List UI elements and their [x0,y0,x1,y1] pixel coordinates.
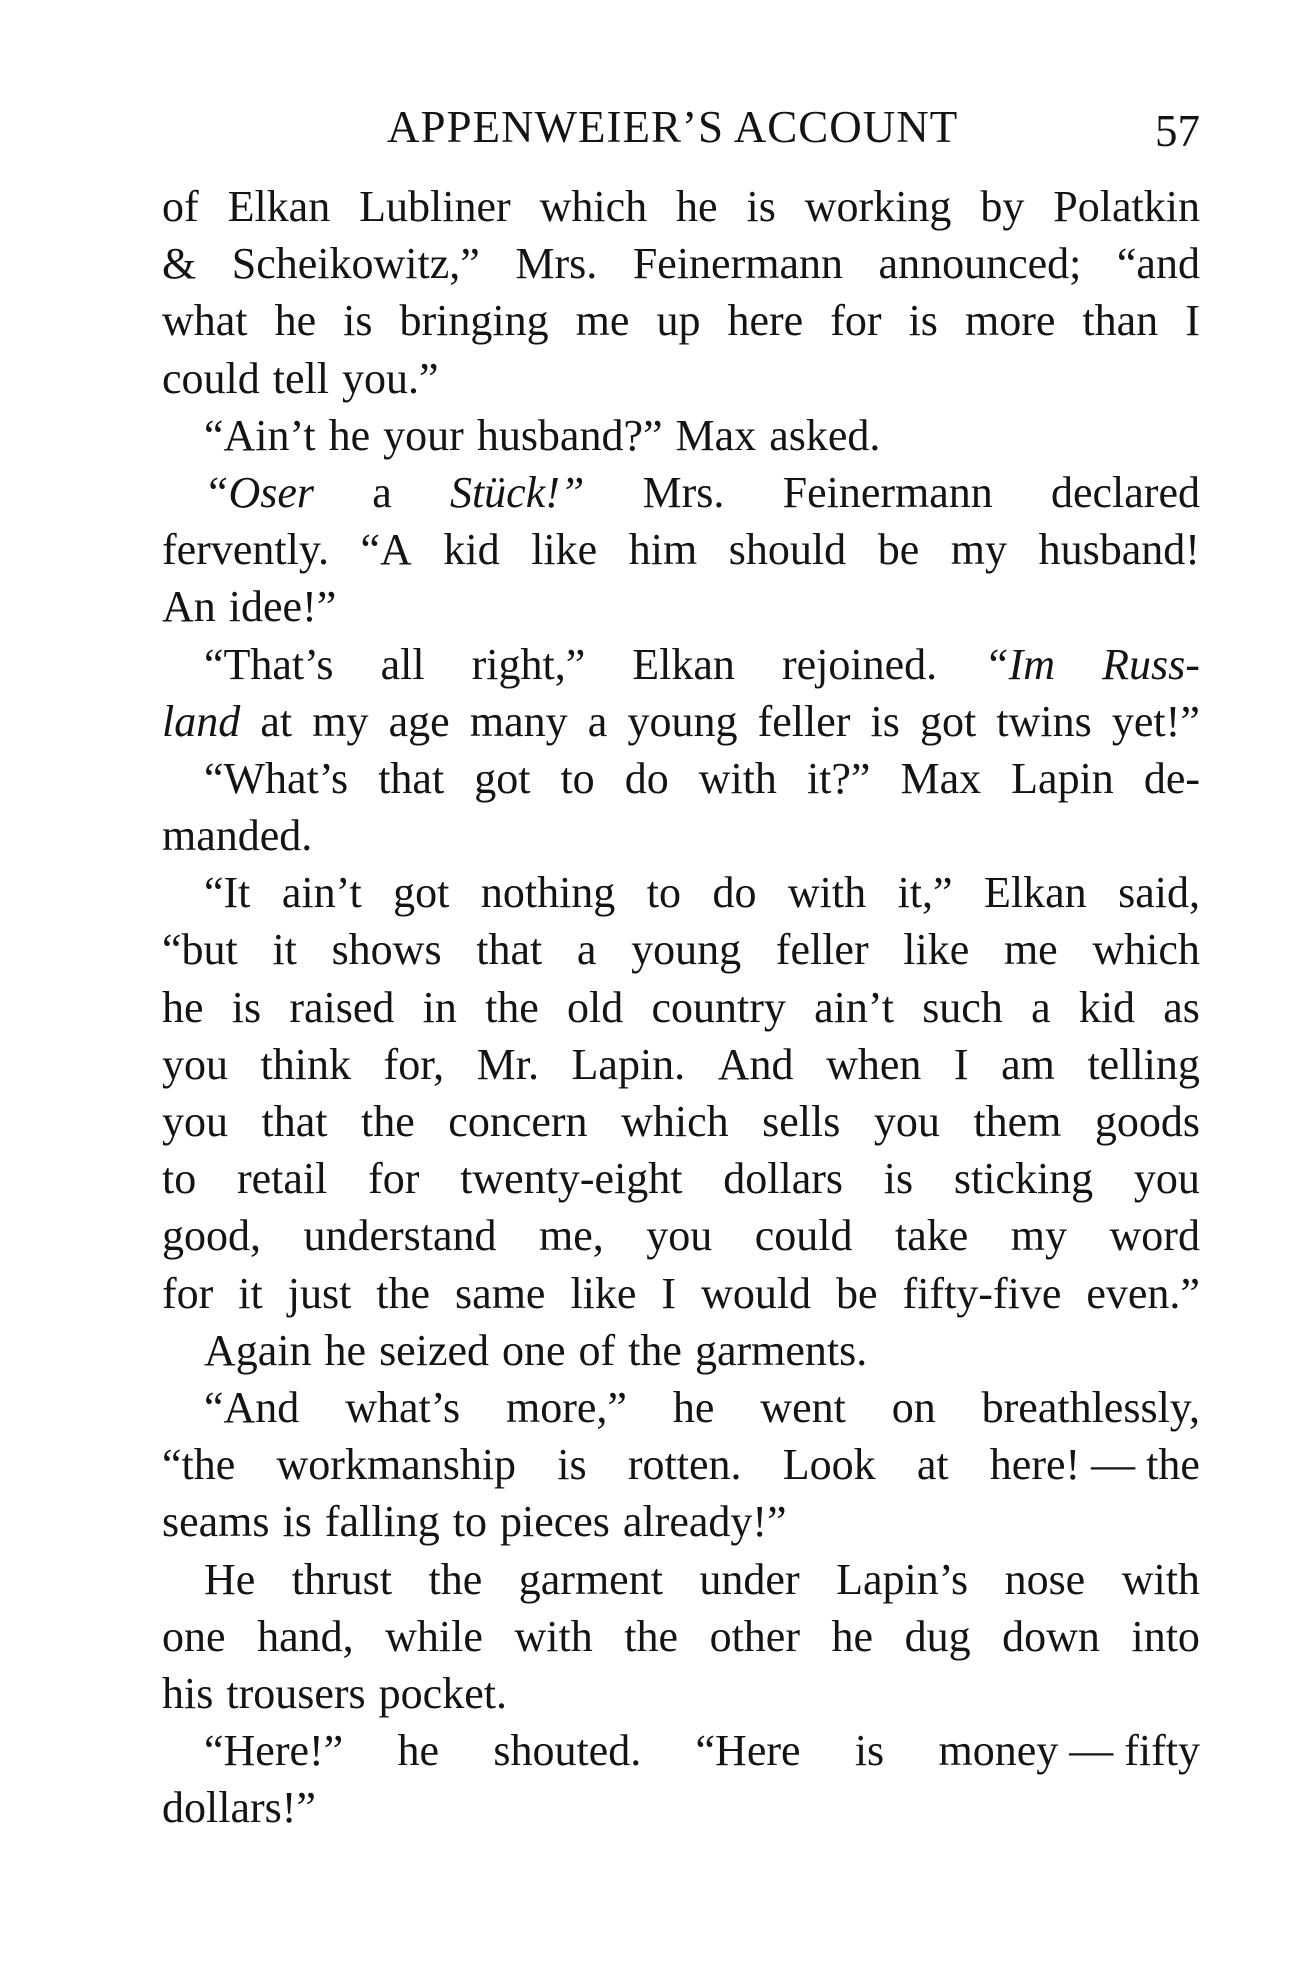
word: under [699,1554,800,1604]
word: he [672,1382,715,1432]
word: you.” [341,353,439,403]
word: on [891,1382,936,1432]
word: for [368,1154,420,1204]
word: dollars!” [162,1783,316,1833]
text-line [162,979,1200,1036]
word: right,” [471,639,586,689]
word: you [1133,1154,1200,1204]
text-line [162,864,1200,921]
text-line [162,921,1200,978]
running-title: APPENWEIER’S ACCOUNT [387,102,959,152]
word: garments. [694,1325,868,1375]
word: he [831,1611,874,1661]
word: one [162,1611,226,1661]
word: what [162,296,248,346]
word: is [854,1726,885,1776]
word: me [1003,925,1058,975]
word: to [162,1154,197,1204]
text-line [162,1207,1200,1264]
word: got [393,868,450,918]
word: he [676,182,718,231]
word: hand, [257,1611,354,1661]
word: rotten. [627,1440,742,1490]
word: such [922,982,1003,1032]
word: you [162,1039,228,1089]
word: “That’s [204,639,334,689]
word: like [903,925,970,975]
text-line [162,1722,1200,1779]
word: “the [162,1440,236,1490]
text-line [162,1265,1200,1322]
text-line [162,292,1200,349]
word: seams [162,1497,270,1547]
word: your [383,410,464,460]
word: & [162,239,197,289]
word: you [162,1097,228,1146]
word: is [870,696,900,746]
word: announced; [878,239,1082,289]
word: concern [448,1097,588,1146]
word: fervently. [162,525,329,575]
word: country [651,982,786,1032]
word: got [474,753,531,803]
word: Polatkin [1053,182,1200,231]
word: all [380,639,425,689]
text-line [162,1093,1200,1150]
word: young [631,925,742,975]
word: what’s [345,1382,461,1432]
word: it [272,925,297,975]
word: other [709,1611,800,1661]
text-line [162,1493,1200,1550]
text-line [162,693,1200,750]
word: de- [1143,753,1200,803]
word: Lubliner [359,182,511,231]
word: to [646,868,681,918]
word: husband! [1038,525,1200,575]
text-line [162,1036,1200,1093]
word: Mr. [476,1039,539,1089]
word: as [1163,982,1200,1032]
word: could [754,1211,853,1261]
text-line [162,750,1200,807]
word: is [908,296,938,346]
word: the [485,982,539,1032]
word: ain’t [281,868,362,918]
word: Max [900,753,982,803]
text-line [162,235,1200,292]
word: rejoined. [781,639,938,689]
word: idee!” [228,582,337,632]
word: Mrs. [515,239,598,289]
word: take [895,1211,969,1261]
text-line [162,1551,1200,1608]
word: more [964,296,1056,346]
text-line [162,1779,1200,1836]
word: “Here [695,1726,801,1776]
word: dug [904,1611,971,1661]
word: Scheikowitz,” [231,239,480,289]
word: with [698,753,777,803]
word: working [804,182,952,231]
word: at [916,1440,949,1490]
text-line [162,1608,1200,1665]
word: to [560,753,595,803]
word: nose [1004,1554,1086,1604]
word: dollars [723,1154,844,1204]
word: one [502,1325,566,1375]
word: with [514,1611,593,1661]
word: when [826,1039,922,1089]
word: is [557,1440,587,1490]
text-line [162,178,1200,235]
word: declared [1050,467,1200,517]
word: Lapin’s [836,1554,969,1604]
word: old [567,982,624,1032]
word: is [343,296,373,346]
word: bringing [399,296,549,346]
word: “but [162,925,238,975]
word: them [973,1097,1062,1146]
word: at [260,696,293,746]
word: Elkan [227,182,331,231]
word: garment [518,1554,663,1604]
word: to [452,1497,487,1547]
word: “Oser [204,467,315,517]
word: Stück!” [449,467,585,517]
word: Russ- [1102,639,1200,689]
word: the [628,1325,682,1375]
word: like [531,525,598,575]
word: yet!” [1111,696,1200,746]
word: went [760,1382,846,1432]
word: be [877,525,920,575]
word: you [646,1211,713,1261]
word: goods [1094,1097,1200,1146]
word: my [1010,1211,1068,1261]
word: retail [236,1154,328,1204]
word: nothing [480,868,616,918]
word: him [628,525,698,575]
word: by [980,182,1025,231]
word: the [624,1611,679,1661]
word: Feinermann [782,467,993,517]
word: would [701,1268,812,1318]
word: could [162,353,260,403]
word: young [627,696,738,746]
word: thrust [291,1554,393,1604]
word: “and [1116,239,1200,289]
word: twenty-eight [460,1154,683,1204]
text-line [162,1379,1200,1436]
word: here! — the [989,1440,1200,1490]
word: workmanship [276,1440,517,1490]
word: Elkan [984,868,1087,918]
word: the [361,1097,415,1146]
word: land [162,696,241,746]
text-line [162,407,1200,464]
word: “What’s [204,753,349,803]
word: twins [996,696,1092,746]
word: a [1031,982,1051,1032]
text-line [162,578,1200,635]
word: which [539,182,648,231]
word: understand [303,1211,497,1261]
word: I [661,1268,677,1318]
word: Lapin. [571,1039,686,1089]
word: husband?” [476,410,663,460]
text-line [162,807,1200,864]
word: of [578,1325,616,1375]
word: it [238,1268,263,1318]
word: he [324,1325,367,1375]
word: is [231,982,262,1032]
word: “Here!” [204,1726,344,1776]
word: I [953,1039,969,1089]
word: even.” [1086,1268,1200,1318]
word: pieces [499,1497,610,1547]
word: am [1001,1039,1055,1089]
word: just [287,1268,352,1318]
word: he [274,296,317,346]
word: trousers [226,1668,366,1718]
word: he [162,982,204,1032]
word: age [388,696,450,746]
word: Lapin [1011,753,1114,803]
word: down [1002,1611,1100,1661]
word: it?” [806,753,871,803]
word: a [372,467,392,517]
word: Max [675,410,757,460]
word: already!” [622,1497,787,1547]
word: asked. [769,410,881,460]
word: is [883,1154,914,1204]
word: his [162,1668,214,1718]
word: here [727,296,804,346]
word: the [428,1554,483,1604]
word: An [162,582,216,632]
word: “And [204,1382,300,1432]
word: “Ain’t [204,410,316,460]
word: telling [1087,1039,1200,1089]
word: me [575,296,630,346]
word: breathlessly, [981,1382,1200,1432]
word: that [476,925,543,975]
word: is [282,1497,312,1547]
word: He [204,1554,256,1604]
word: same [455,1268,546,1318]
word: more,” [506,1382,627,1432]
word: up [656,296,701,346]
word: sells [762,1097,841,1146]
word: fifty-five [902,1268,1062,1318]
text-line [162,1150,1200,1207]
word: for [830,296,882,346]
word: think [260,1039,351,1089]
word: falling [324,1497,440,1547]
text-line [162,1436,1200,1493]
word: feller [757,696,851,746]
word: kid [1078,982,1136,1032]
word: feller [775,925,869,975]
word: do [712,868,757,918]
word: many [469,696,568,746]
text-line [162,636,1200,693]
word: Look [782,1440,876,1490]
word: be [836,1268,878,1318]
word: the [376,1268,431,1318]
word: I [1185,296,1200,346]
word: “It [204,868,251,918]
word: that [378,753,445,803]
word: should [728,525,847,575]
word: money — fifty [938,1726,1200,1776]
word: than [1082,296,1159,346]
word: it,” [897,868,953,918]
word: pocket. [378,1668,507,1718]
word: Mrs. [642,467,725,517]
word: of [162,182,199,231]
word: ain’t [814,982,894,1032]
word: my [312,696,369,746]
word: with [1121,1554,1200,1604]
word: seized [379,1325,489,1375]
word: “A [360,525,412,575]
word: got [920,696,977,746]
word: And [717,1039,794,1089]
word: said, [1118,868,1200,918]
text-line [162,1665,1200,1722]
word: manded. [162,811,313,861]
word: kid [443,525,500,575]
word: is [746,182,776,231]
word: shouted. [493,1726,642,1776]
running-head [162,102,1200,156]
word: that [261,1097,328,1146]
word: a [576,925,597,975]
text-line [162,1322,1200,1379]
word: Elkan [632,639,735,689]
word: raised [289,982,395,1032]
word: tell [272,353,329,403]
word: you [873,1097,940,1146]
word: for, [383,1039,445,1089]
word: with [787,868,867,918]
word: into [1131,1611,1200,1661]
page-number: 57 [1155,106,1200,156]
text-line [162,521,1200,578]
word: in [422,982,457,1032]
word: do [624,753,669,803]
word: sticking [953,1154,1094,1204]
word: which [621,1097,729,1146]
word: Feinermann [632,239,843,289]
word: shows [331,925,442,975]
word: good, [162,1211,261,1261]
word: “Im [984,639,1056,689]
word: word [1109,1211,1200,1261]
word: which [1092,925,1200,975]
word: like [570,1268,637,1318]
text-line [162,464,1200,521]
word: Again [204,1325,312,1375]
word: a [587,696,608,746]
word: my [950,525,1008,575]
body-text [162,178,1200,1836]
word: for [162,1268,214,1318]
word: me, [539,1211,604,1261]
word: he [328,410,371,460]
word: he [397,1726,440,1776]
word: while [385,1611,483,1661]
text-line [162,350,1200,407]
